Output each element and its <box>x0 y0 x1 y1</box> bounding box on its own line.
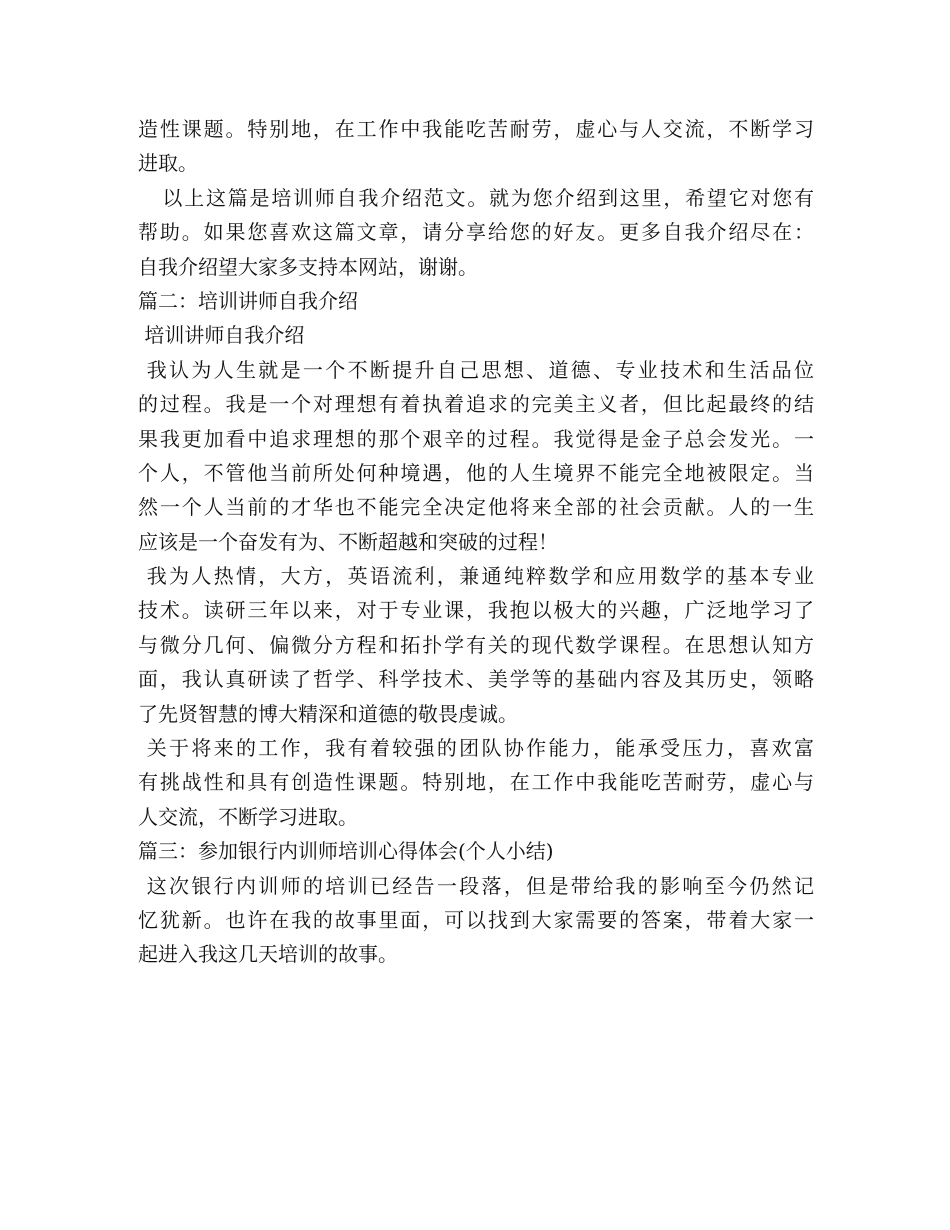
text-line: 进取。 <box>138 151 198 176</box>
text-line: 的过程。我是一个对理想有着执着追求的完美主义者，但比起最终的结 <box>138 392 814 417</box>
text-line: 面，我认真研读了哲学、科学技术、美学等的基础内容及其历史，领略 <box>138 667 814 692</box>
text-line: 帮助。如果您喜欢这篇文章，请分享给您的好友。更多自我介绍尽在： <box>138 220 814 245</box>
text-line: 应该是一个奋发有为、不断超越和突破的过程！ <box>138 529 558 554</box>
text-line: 造性课题。特别地，在工作中我能吃苦耐劳，虚心与人交流，不断学习 <box>138 117 814 141</box>
text-line: 人交流，不断学习进取。 <box>138 804 358 829</box>
text-line: 个人，不管他当前所处何种境遇，他的人生境界不能完全地被限定。当 <box>138 460 814 485</box>
text-line: 我为人热情，大方，英语流利，兼通纯粹数学和应用数学的基本专业 <box>138 564 815 589</box>
text-line: 果我更加看中追求理想的那个艰辛的过程。我觉得是金子总会发光。一 <box>138 426 814 451</box>
text-line: 关于将来的工作，我有着较强的团队协作能力，能承受压力，喜欢富 <box>138 736 815 761</box>
section-heading: 篇二：培训讲师自我介绍 <box>138 288 358 313</box>
text-line: 技术。读研三年以来，对于专业课，我抱以极大的兴趣，广泛地学习了 <box>138 598 814 623</box>
section-heading: 篇三：参加银行内训师培训心得体会(个人小结) <box>138 839 554 864</box>
text-line: 忆犹新。也许在我的故事里面，可以找到大家需要的答案，带着大家一 <box>138 907 814 932</box>
text-line: 这次银行内训师的培训已经告一段落，但是带给我的影响至今仍然记 <box>138 873 815 898</box>
text-line: 了先贤智慧的博大精深和道德的敬畏虔诚。 <box>138 701 518 726</box>
document-body <box>138 112 814 972</box>
text-line: 与微分几何、偏微分方程和拓扑学有关的现代数学课程。在思想认知方 <box>138 632 814 657</box>
text-line: 我认为人生就是一个不断提升自己思想、道德、专业技术和生活品位 <box>138 357 815 382</box>
text-line: 然一个人当前的才华也不能完全决定他将来全部的社会贡献。人的一生 <box>138 495 814 520</box>
text-line: 以上这篇是培训师自我介绍范文。就为您介绍到这里，希望它对您有 <box>138 185 815 210</box>
text-line: 自我介绍望大家多支持本网站，谢谢。 <box>138 254 478 279</box>
article-title: 培训讲师自我介绍 <box>138 323 305 348</box>
text-line: 有挑战性和具有创造性课题。特别地，在工作中我能吃苦耐劳，虚心与 <box>138 770 814 795</box>
text-line: 起进入我这几天培训的故事。 <box>138 942 398 967</box>
